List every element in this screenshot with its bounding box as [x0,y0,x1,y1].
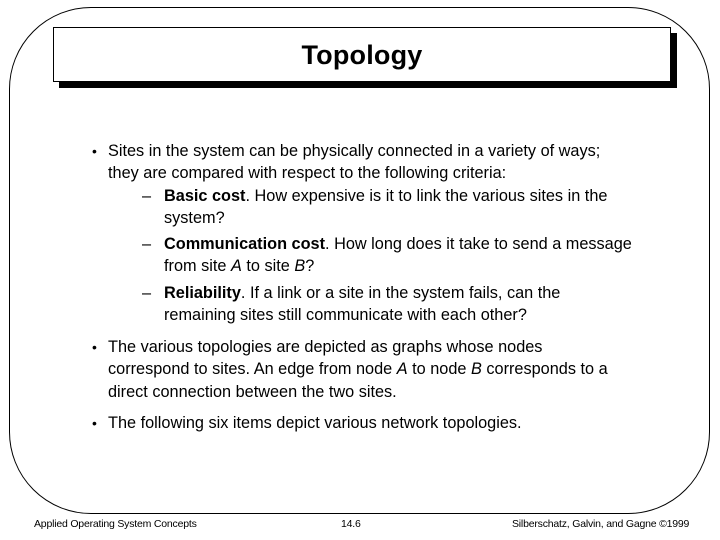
slide-title: Topology [301,40,423,70]
bullet-icon: • [92,339,97,355]
bullet-icon: • [92,415,97,431]
term-reliability: Reliability [164,283,241,302]
bullet-item-six-items [92,412,612,434]
dash-icon: – [142,186,152,205]
bullet-text: The following six items depict various network topologies. [108,414,522,432]
dash-icon: – [142,283,152,302]
bullet-icon: • [92,143,97,159]
footer-book-title: Applied Operating System Concepts [34,518,197,530]
bullet-item-sites [92,140,632,326]
bullet-text: Sites in the system can be physically connected in a variety of ways; they are compared with respect to the following criteria: – Basic cost. How expensive is it to link the various sites in the system? – Communication cost. How long does it take to send a message from site A to site B? – Reliability. If a link or a site in the system fails, can the remaining sites still communicate with each other? [108,140,618,326]
footer-page-number: 14.6 [341,518,361,530]
term-communication-cost: Communication cost [164,235,326,254]
title-box [53,27,671,82]
sub-item-basic-cost: – Basic cost. How expensive is it to link the various sites in the system? [142,186,608,227]
term-basic-cost: Basic cost [164,186,246,205]
footer-copyright: Silberschatz, Galvin, and Gagne ©1999 [512,518,690,530]
sub-item-reliability: – Reliability. If a link or a site in the system fails, can the remaining sites still communicate with each other? [142,283,561,325]
bullet-text: The various topologies are depicted as graphs whose nodes correspond to sites. An edge from node A to node B corresponds to a direct connection between the two sites. [108,338,608,401]
dash-icon: – [142,235,152,254]
bullet-item-topologies-graphs [92,336,612,403]
sub-item-communication-cost: – Communication cost. How long does it take to send a message from site A to site B? [142,235,632,276]
